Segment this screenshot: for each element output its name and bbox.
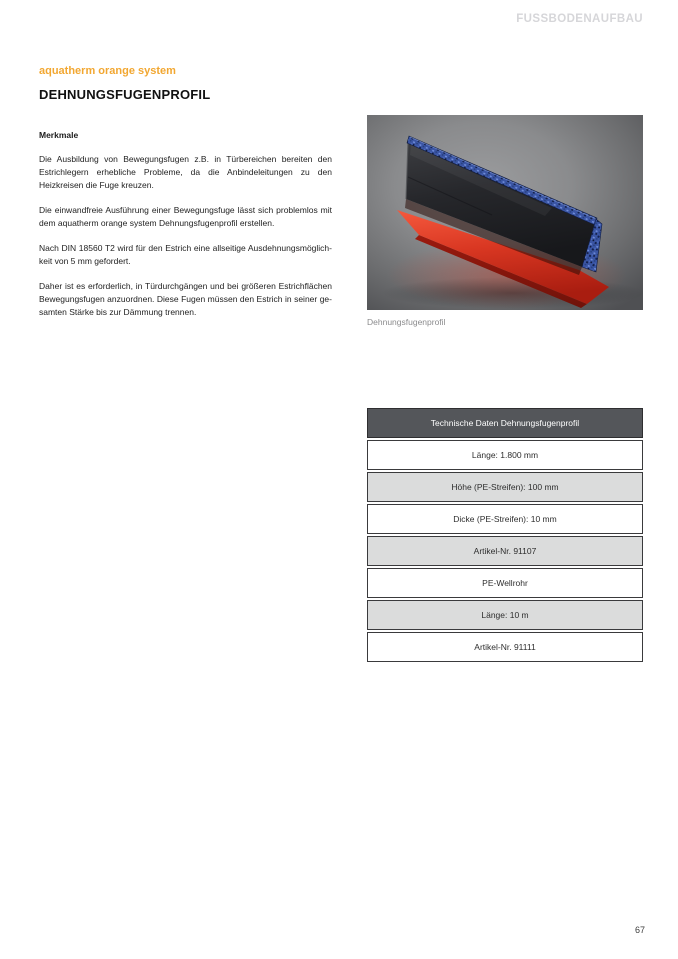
tech-table-rows bbox=[367, 440, 643, 662]
body-paragraph: Nach DIN 18560 T2 wird für den Estrich eine allseitige Ausdehnungsmöglichkeit von 5 mm gefordert. bbox=[39, 243, 332, 266]
table-header-row: Technische Daten Dehnungsfugenprofil bbox=[367, 408, 643, 438]
table-row: Länge: 10 m bbox=[367, 600, 643, 630]
running-header: FUSSBODENAUFBAU bbox=[516, 13, 643, 25]
body-paragraphs bbox=[39, 153, 332, 319]
product-figure bbox=[367, 115, 643, 328]
table-row: Dicke (PE-Streifen): 10 mm bbox=[367, 504, 643, 534]
table-row: Länge: 1.800 mm bbox=[367, 440, 643, 470]
article-column bbox=[39, 65, 332, 319]
brand-label: aquatherm orange system bbox=[39, 65, 176, 77]
page-number: 67 bbox=[634, 925, 645, 935]
product-photo bbox=[367, 115, 643, 310]
table-row: Höhe (PE-Streifen): 100 mm bbox=[367, 472, 643, 502]
table-row: Artikel-Nr. 91111 bbox=[367, 632, 643, 662]
section-heading: Merkmale bbox=[39, 130, 79, 140]
table-row: PE-Wellrohr bbox=[367, 568, 643, 598]
page-title: DEHNUNGSFUGENPROFIL bbox=[39, 87, 211, 102]
tech-table bbox=[367, 408, 643, 664]
figure-caption: Dehnungsfugenprofil bbox=[367, 317, 446, 327]
body-paragraph: Die einwandfreie Ausführung einer Bewegungsfuge lässt sich problemlos mit dem aquatherm orange system Dehnungsfugenprofil erstellen. bbox=[39, 205, 332, 228]
body-paragraph: Die Ausbildung von Bewegungsfugen z.B. in Türbereichen bereiten den Estrichlegern erhebliche Probleme, da die Anbindeleitungen zu den Heizkreisen die Fuge kreuzen. bbox=[39, 154, 332, 190]
table-row: Artikel-Nr. 91107 bbox=[367, 536, 643, 566]
body-paragraph: Daher ist es erforderlich, in Türdurchgängen und bei größeren Estrichflächen Bewegungsfugen anzuordnen. Diese Fugen müssen den Estrich in seiner gesamten Stärke bis zur Dämmung trennen. bbox=[39, 281, 332, 317]
